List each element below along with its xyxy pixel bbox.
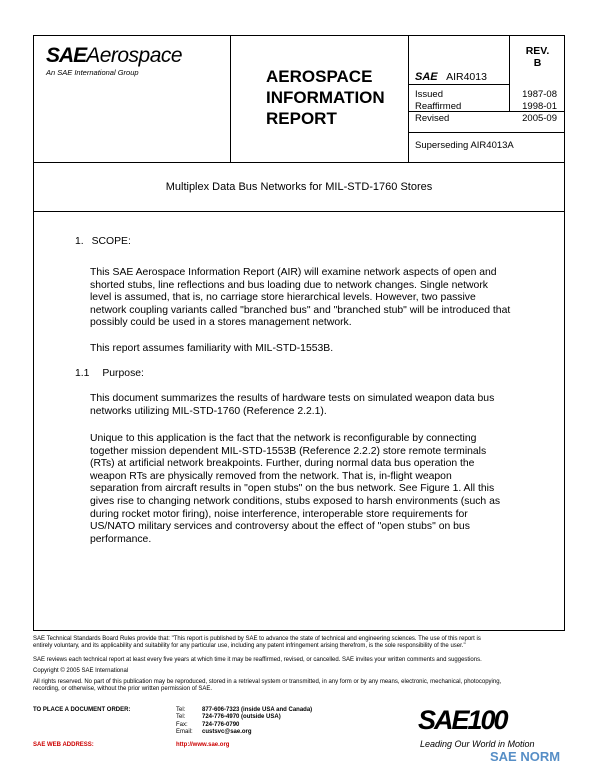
scope-heading xyxy=(75,236,131,249)
scope-paragraph-2: This report assumes familiarity with MIL-STD-1553B. xyxy=(90,343,334,354)
order-contacts xyxy=(176,707,376,736)
text-line: This SAE Aerospace Information Report (AIR) will examine network aspects of open and xyxy=(90,267,497,278)
order-label: TO PLACE A DOCUMENT ORDER: xyxy=(33,707,131,713)
text-line: Unique to this application is the fact that the network is reconfigurable by connecting xyxy=(90,433,477,444)
revision-block xyxy=(509,45,566,69)
text-line: This document summarizes the results of hardware tests on simulated weapon data bus xyxy=(90,393,495,404)
text-line: separation from aircraft results in "open stubs" on the bus network. See Figure 1. All this xyxy=(90,483,495,495)
document-number xyxy=(415,67,487,85)
text-line: networks utilizing MIL-STD-1760 (Reference 2.2.1). xyxy=(90,405,327,417)
issued-value: 1987-08 xyxy=(522,89,557,100)
footer-line: All rights reserved. No part of this publication may be reproduced, stored in a retrieval system or transmitted, in any form or by any means, electronic, mechanical, photocopying, xyxy=(33,679,502,685)
text-line: performance. xyxy=(90,533,152,545)
text-line: network coupling variants called "branched bus" and "branched stub" will be introduced that xyxy=(90,304,511,316)
doc-number-value: AIR4013 xyxy=(446,71,487,83)
report-type-line: INFORMATION xyxy=(266,88,385,107)
tel-label: Tel: xyxy=(176,707,186,713)
footer-rights xyxy=(33,679,573,694)
footer-rules xyxy=(33,636,573,651)
tel-value: 877-606-7323 (inside USA and Canada) xyxy=(202,707,313,713)
superseding: Superseding AIR4013A xyxy=(415,140,514,151)
web-label: SAE WEB ADDRESS: xyxy=(33,742,94,748)
revised-value: 2005-09 xyxy=(522,113,557,124)
sae100-mark: SAE100 xyxy=(418,705,507,735)
text-line: during rocket motor firing), noise interference, interoperable store requirements for xyxy=(90,508,468,520)
text-line: weapon RTs are physically removed from the network. That is, in-flight weapon xyxy=(90,470,452,482)
text-line: shorted stubs, line reflections and bus loading due to network changes. Single network xyxy=(90,279,488,291)
sae-aerospace-logo xyxy=(46,44,182,68)
text-line: (RTs) at artificial network breakpoints. Further, during normal data bus operation the xyxy=(90,458,475,470)
tel-label: Tel: xyxy=(176,714,186,721)
section-heading: Purpose: xyxy=(102,368,144,379)
logo-tagline: An SAE International Group xyxy=(46,68,139,77)
document-title: Multiplex Data Bus Networks for MIL-STD-1760 Stores xyxy=(165,181,433,193)
sae100-tagline: Leading Our World in Motion xyxy=(420,739,535,749)
report-type-line: AEROSPACE xyxy=(266,67,373,86)
purpose-paragraph-1 xyxy=(90,393,540,418)
dates-block xyxy=(415,89,557,125)
header-box xyxy=(33,35,565,163)
reaffirmed-value: 1998-01 xyxy=(522,101,557,112)
sae100-logo xyxy=(418,706,568,768)
fax-label: Fax: xyxy=(176,721,188,728)
header-divider xyxy=(408,36,409,162)
fax-value: 724-776-0790 xyxy=(202,721,240,728)
rev-value: B xyxy=(533,57,542,69)
report-type-line: REPORT xyxy=(266,109,337,128)
watermark: SAE NORM xyxy=(490,749,561,764)
doc-mark: SAE xyxy=(415,71,438,83)
logo-brand: SAE xyxy=(46,44,87,67)
footer-line: SAE Technical Standards Board Rules provide that: "This report is published by SAE to advance the state of technical and engineering sciences. The use of this report is xyxy=(33,636,481,642)
text-line: together mission dependent MIL-STD-1553B (Reference 2.2.2) store remote terminals xyxy=(90,445,487,457)
title-box xyxy=(33,162,565,212)
footer-review: SAE reviews each technical report at least every five years at which time it may be reaffirmed, revised, or cancelled. SAE invites your written comments and suggestions. xyxy=(33,657,482,663)
logo-name: Aerospace xyxy=(86,44,183,67)
email-label: Email: xyxy=(176,728,193,735)
footer-line: entirely voluntary, and its applicability and suitability for any particular use, including any patent infringement arising therefrom, is the sole responsibility of the user." xyxy=(33,643,466,650)
header-divider xyxy=(230,36,231,162)
section-heading: SCOPE: xyxy=(91,236,131,247)
scope-paragraph-1 xyxy=(90,267,540,330)
email-value: custsvc@sae.org xyxy=(202,728,252,735)
footer-line: recording, or otherwise, without the prior written permission of SAE. xyxy=(33,686,213,693)
section-number: 1.1 xyxy=(75,368,90,379)
purpose-paragraph-2 xyxy=(90,433,550,546)
header-rule xyxy=(408,132,565,133)
issued-label: Issued xyxy=(415,89,443,100)
revised-label: Revised xyxy=(415,113,450,124)
reaffirmed-label: Reaffirmed xyxy=(415,101,462,112)
footer-copyright: Copyright © 2005 SAE International xyxy=(33,668,129,674)
report-type xyxy=(266,66,385,129)
section-number: 1. xyxy=(75,236,84,247)
text-line: gives rise to changing network conditions, stubs exposed to harsh environments (such as xyxy=(90,495,501,507)
text-line: US/NATO military services and controversy about the effect of "open stubs" on bus xyxy=(90,521,470,533)
text-line: level is assumed, that is, no carriage store hierarchical levels. However, two passive xyxy=(90,292,476,304)
purpose-heading xyxy=(75,368,144,381)
rev-label: REV. xyxy=(525,45,550,57)
tel-value: 724-776-4970 (outside USA) xyxy=(202,714,281,721)
web-address-link[interactable]: http://www.sae.org xyxy=(176,742,230,748)
text-line: possibly could be used in a stores management network. xyxy=(90,317,352,329)
